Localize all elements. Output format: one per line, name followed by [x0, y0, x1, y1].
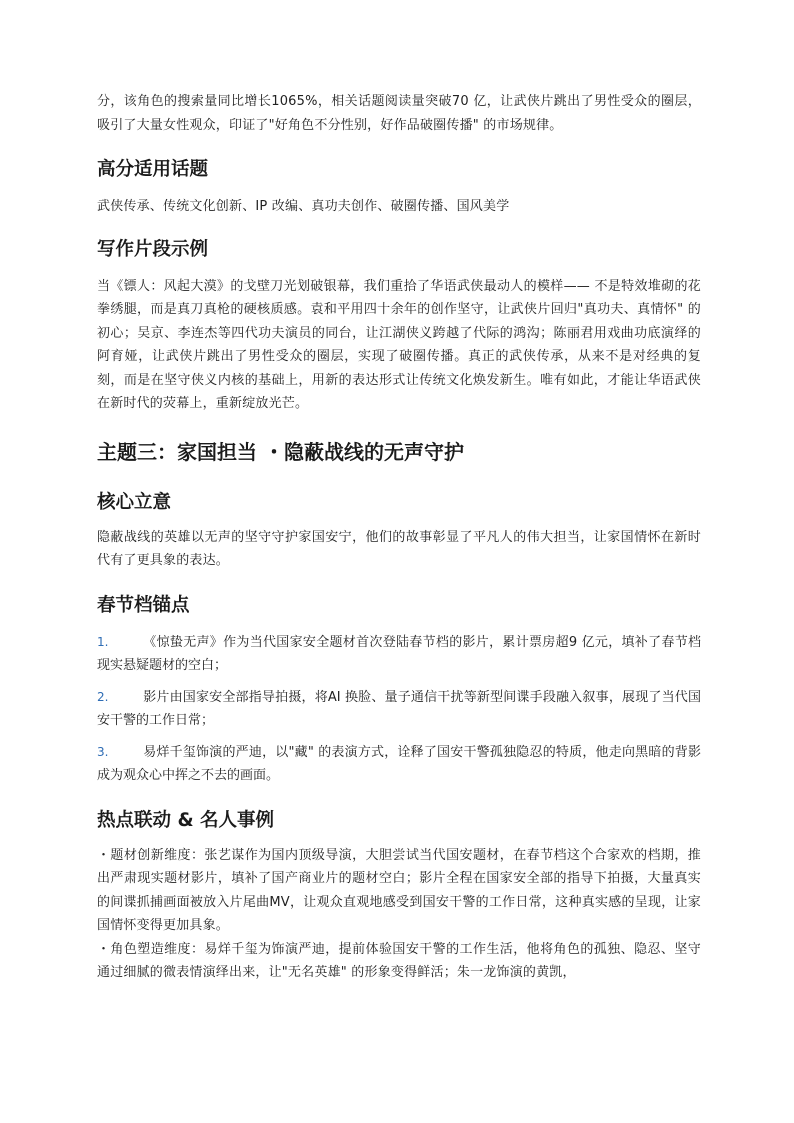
core-paragraph: 隐蔽战线的英雄以无声的坚守守护家国安宁，他们的故事彰显了平凡人的伟大担当，让家国情怀在新时代有了更具象的表达。	[97, 529, 701, 568]
hot-paragraph-one: ・题材创新维度：张艺谋作为国内顶级导演，大胆尝试当代国安题材，在春节档这个合家欢的档期，推出严肃现实题材影片，填补了国产商业片的题材空白；影片全程在国家安全部的指导下拍摄，大量真实的间谍抓捕画面被放入片尾曲MV，让观众直观地感受到国安干警的工作日常，这种真实感的呈现，让家国情怀变得更加具象。	[97, 847, 701, 933]
list-number: 3.	[97, 744, 109, 759]
heading-anchor: 春节档锚点	[97, 594, 190, 616]
anchor-list	[97, 631, 701, 788]
heading-topics: 高分适用话题	[97, 159, 209, 180]
heading-theme-three: 主题三：家国担当 ・隐蔽战线的无声守护	[97, 439, 464, 464]
document-page	[97, 90, 701, 985]
list-number: 2.	[97, 689, 109, 704]
topics-paragraph: 武侠传承、传统文化创新、IP 改编、真功夫创作、破圈传播、国风美学	[97, 199, 510, 214]
list-text: 《惊蛰无声》作为当代国家安全题材首次登陆春节档的影片，累计票房超9 亿元，填补了春节档现实悬疑题材的空白；	[97, 634, 701, 673]
list-text: 影片由国家安全部指导拍摄，将AI 换脸、量子通信干扰等新型间谍手段融入叙事，展现了当代国安干警的工作日常；	[97, 689, 701, 728]
list-number: 1.	[97, 634, 109, 649]
list-text: 易烊千玺饰演的严迪，以"藏" 的表演方式，诠释了国安干警孤独隐忍的特质，他走向黑暗的背影成为观众心中挥之不去的画面。	[97, 744, 701, 783]
hot-paragraph-two: ・角色塑造维度：易烊千玺为饰演严迪，提前体验国安干警的工作生活，他将角色的孤独、隐忍、坚守通过细腻的微表情演绎出来，让"无名英雄" 的形象变得鲜活；朱一龙饰演的黄凯，	[97, 941, 701, 980]
list-item	[97, 686, 701, 733]
heading-core: 核心立意	[97, 491, 172, 513]
intro-paragraph: 分，该角色的搜索量同比增长1065%，相关话题阅读量突破70 亿，让武侠片跳出了男性受众的圈层，吸引了大量女性观众，印证了"好角色不分性别，好作品破圈传播" 的市场规律。	[97, 94, 701, 133]
heading-sample: 写作片段示例	[97, 238, 209, 260]
heading-hot: 热点联动 & 名人事例	[97, 809, 275, 831]
list-item	[97, 741, 701, 788]
sample-paragraph: 当《镖人：风起大漠》的戈壁刀光划破银幕，我们重拾了华语武侠最动人的模样—— 不是特效堆砌的花拳绣腿，而是真刀真枪的硬核质感。袁和平用四十余年的创作坚守，让武侠片回归"真功夫、真情怀" 的初心；吴京、李连杰等四代功夫演员的同台，让江湖侠义跨越了代际的鸿沟；陈丽君用戏曲功底演绎的阿育娅，让武侠片跳出了男性受众的圈层，实现了破圈传播。真正的武侠传承，从来不是对经典的复刻，而是在坚守侠义内核的基础上，用新的表达形式让传统文化焕发新生。唯有如此，才能让华语武侠在新时代的荧幕上，重新绽放光芒。	[97, 278, 701, 411]
list-item	[97, 631, 701, 678]
